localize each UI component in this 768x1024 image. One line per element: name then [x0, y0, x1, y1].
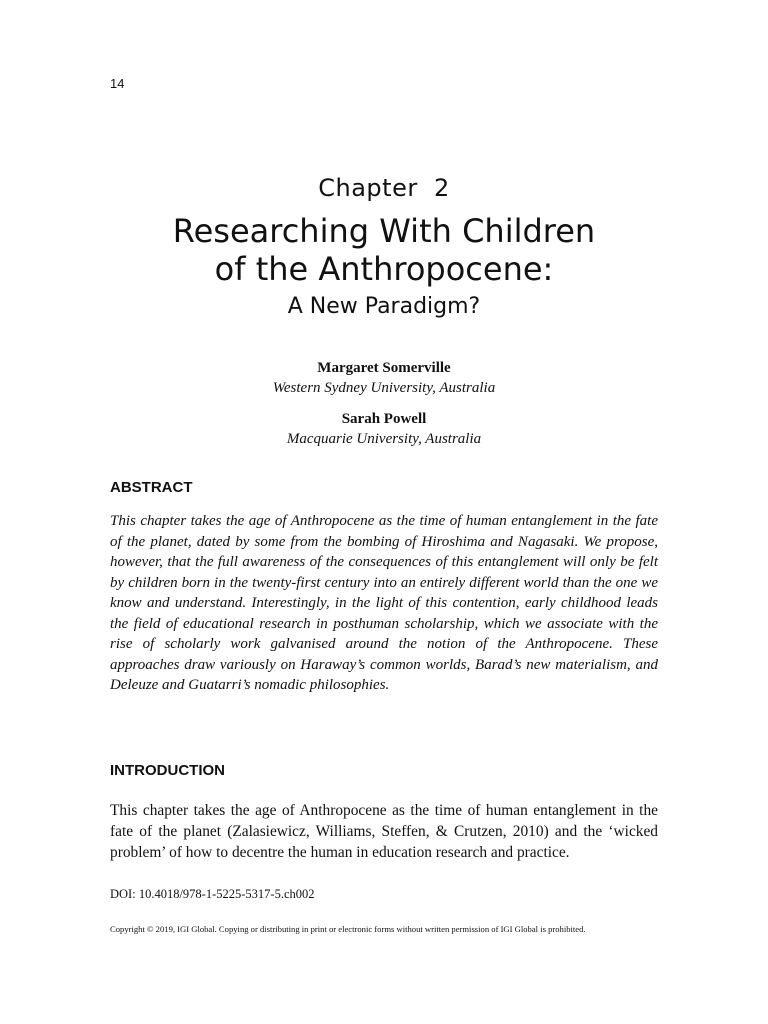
introduction-text: This chapter takes the age of Anthropocene as the time of human entanglement in the fate of the planet (Zalasiewicz, Williams, Steffen, & Crutzen, 2010) and the ‘wicked problem’ of how to decentre the human in education research and practice.	[110, 802, 658, 861]
chapter-title-line-2: of the Anthropocene:	[214, 250, 554, 288]
chapter-subtitle: A New Paradigm?	[287, 294, 481, 319]
chapter-title	[0, 212, 768, 288]
author-name: Sarah Powell	[341, 411, 427, 427]
copyright-notice: Copyright © 2019, IGI Global. Copying or distributing in print or electronic forms without written permission of IGI Global is prohibited.	[110, 924, 586, 934]
page-number: 14	[110, 76, 125, 91]
introduction-heading: INTRODUCTION	[110, 762, 225, 779]
author-name: Margaret Somerville	[317, 360, 451, 376]
abstract-heading: ABSTRACT	[110, 479, 193, 496]
author-affiliation: Western Sydney University, Australia	[272, 380, 496, 396]
chapter-label: Chapter 2	[318, 174, 450, 202]
author-affiliation: Macquarie University, Australia	[286, 431, 482, 447]
doi-text: DOI: 10.4018/978-1-5225-5317-5.ch002	[110, 887, 315, 901]
author-block	[0, 409, 768, 449]
chapter-title-line-1: Researching With Children	[172, 212, 596, 250]
abstract-text: This chapter takes the age of Anthropocene as the time of human entanglement in the fate of the planet, dated by some from the bombing of Hiroshima and Nagasaki. We propose, however, that the full awareness of the consequences of this entanglement will only be felt by children born in the twenty-first century into an entirely different world than the one we know and understand. Interestingly, in the light of this contention, early childhood leads the field of educational research in posthuman scholarship, which we associate with the rise of scholarly work galvanised around the notion of the Anthropocene. These approaches draw variously on Haraway’s common worlds, Barad’s new materialism, and Deleuze and Guatarri’s nomadic philosophies.	[110, 513, 658, 693]
author-block	[0, 358, 768, 398]
